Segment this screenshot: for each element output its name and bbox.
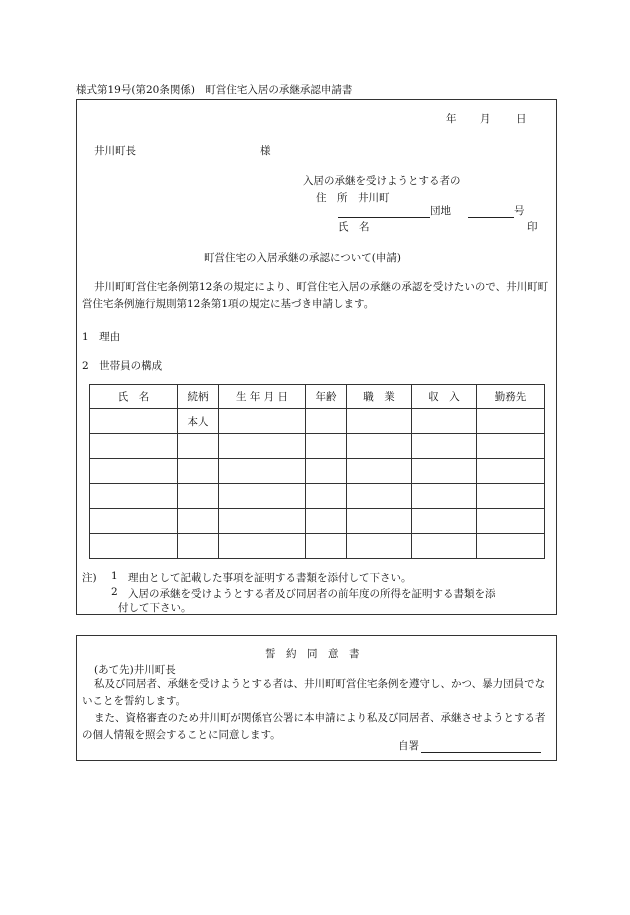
table-cell[interactable] xyxy=(347,409,412,434)
table-cell[interactable] xyxy=(412,409,477,434)
table-cell[interactable] xyxy=(477,509,545,534)
table-cell[interactable] xyxy=(178,459,219,484)
seal-label: 印 xyxy=(527,221,538,233)
table-cell[interactable] xyxy=(178,509,219,534)
table-row xyxy=(90,484,545,509)
note-2-text: 入居の承継を受けようとする者及び同居者の前年度の所得を証明する書類を添 xyxy=(128,588,496,600)
notes-label: 注) xyxy=(82,572,97,584)
table-row xyxy=(90,459,545,484)
go-label: 号 xyxy=(514,205,525,217)
table-cell[interactable] xyxy=(219,459,306,484)
table-cell[interactable] xyxy=(219,434,306,459)
table-cell[interactable] xyxy=(306,409,347,434)
table-cell[interactable] xyxy=(477,484,545,509)
table-cell[interactable] xyxy=(306,434,347,459)
danchi-line xyxy=(338,203,451,218)
table-cell[interactable] xyxy=(347,509,412,534)
table-cell[interactable] xyxy=(306,459,347,484)
column-header-name: 氏 名 xyxy=(90,385,178,409)
table-cell[interactable] xyxy=(178,434,219,459)
consent-addressee: (あて先)井川町長 xyxy=(94,664,176,676)
danchi-label: 団地 xyxy=(430,205,451,217)
date-year-label: 年 xyxy=(446,113,457,125)
signature-line xyxy=(398,738,541,753)
table-cell[interactable] xyxy=(90,434,178,459)
table-row xyxy=(90,509,545,534)
column-header-income: 収 入 xyxy=(412,385,477,409)
table-cell[interactable] xyxy=(347,534,412,559)
household-members-table xyxy=(89,384,545,559)
table-cell[interactable] xyxy=(90,534,178,559)
table-cell[interactable] xyxy=(219,409,306,434)
table-cell[interactable] xyxy=(178,484,219,509)
date-month-label: 月 xyxy=(480,113,491,125)
table-cell[interactable] xyxy=(178,534,219,559)
table-cell[interactable] xyxy=(412,459,477,484)
column-header-relationship: 続柄 xyxy=(178,385,219,409)
table-cell[interactable] xyxy=(477,409,545,434)
signature-field[interactable] xyxy=(421,740,541,753)
table-row xyxy=(90,434,545,459)
table-cell[interactable] xyxy=(90,409,178,434)
table-cell[interactable] xyxy=(347,459,412,484)
subject-heading: 町営住宅の入居承継の承認について(申請) xyxy=(204,252,401,264)
table-cell[interactable] xyxy=(412,434,477,459)
table-cell[interactable] xyxy=(306,509,347,534)
go-line xyxy=(468,203,525,218)
body-paragraph: 井川町町営住宅条例第12条の規定により、町営住宅入居の承継の承認を受けたいので、井川町町営住宅条例施行規則第12条第1項の規定に基づき申請します。 xyxy=(82,281,549,310)
note-1-number: 1 xyxy=(111,570,118,582)
table-cell[interactable] xyxy=(219,509,306,534)
table-cell[interactable] xyxy=(412,534,477,559)
column-header-birthdate: 生 年 月 日 xyxy=(219,385,306,409)
table-cell[interactable] xyxy=(412,509,477,534)
table-cell[interactable] xyxy=(477,434,545,459)
signature-label: 自署 xyxy=(398,740,419,752)
item-reason: 1 理由 xyxy=(82,331,121,343)
applicant-address-label: 住 所 井川町 xyxy=(316,192,390,204)
table-cell[interactable] xyxy=(347,484,412,509)
form-title: 様式第19号(第20条関係) 町営住宅入居の承継承認申請書 xyxy=(76,84,353,96)
table-row xyxy=(90,409,545,434)
applicant-name-label: 氏 名 xyxy=(338,221,370,233)
table-cell[interactable] xyxy=(219,534,306,559)
table-cell[interactable] xyxy=(477,534,545,559)
table-cell[interactable] xyxy=(90,484,178,509)
note-2-number: 2 xyxy=(111,586,118,598)
table-cell[interactable] xyxy=(219,484,306,509)
consent-title: 誓 約 同 意 書 xyxy=(265,648,360,660)
table-cell: 本人 xyxy=(178,409,219,434)
table-cell[interactable] xyxy=(347,434,412,459)
table-cell[interactable] xyxy=(90,509,178,534)
table-cell[interactable] xyxy=(412,484,477,509)
note-1-text: 理由として記載した事項を証明する書類を添付して下さい。 xyxy=(128,572,412,584)
danchi-field[interactable] xyxy=(338,205,430,218)
addressee-name: 井川町長 xyxy=(94,145,136,157)
item-household: 2 世帯員の構成 xyxy=(82,360,163,372)
column-header-occupation: 職 業 xyxy=(347,385,412,409)
addressee-honorific: 様 xyxy=(260,145,271,157)
consent-paragraph-1: 私及び同居者、承継を受けようとする者は、井川町町営住宅条例を遵守し、かつ、暴力団員でないことを誓約します。 xyxy=(82,678,546,707)
table-row xyxy=(90,534,545,559)
consent-paragraph-2: また、資格審査のため井川町が関係官公署に本申請により私及び同居者、承継させようとする者の個人情報を照会することに同意します。 xyxy=(82,712,546,741)
room-number-field[interactable] xyxy=(468,205,514,218)
table-cell[interactable] xyxy=(306,484,347,509)
table-cell[interactable] xyxy=(306,534,347,559)
table-header-row xyxy=(90,385,545,409)
applicant-heading: 入居の承継を受けようとする者の xyxy=(303,175,461,187)
column-header-workplace: 勤務先 xyxy=(477,385,545,409)
table-cell[interactable] xyxy=(477,459,545,484)
note-2-text-continued: 付して下さい。 xyxy=(118,602,192,614)
table-cell[interactable] xyxy=(90,459,178,484)
date-day-label: 日 xyxy=(516,113,527,125)
column-header-age: 年齢 xyxy=(306,385,347,409)
